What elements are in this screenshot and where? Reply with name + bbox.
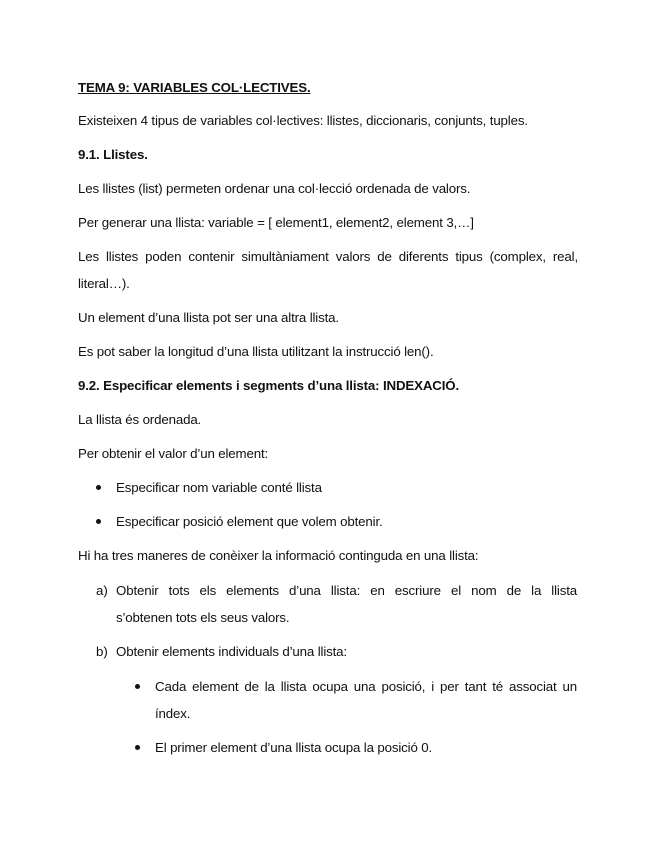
bullet-item: Especificar nom variable conté llista (116, 480, 322, 495)
paragraph-mixed-types-line1: Les llistes poden contenir simultàniament valors de diferents tipus (complex, real, (78, 249, 578, 264)
sub-bullet-item: El primer element d’una llista ocupa la posició 0. (155, 740, 433, 755)
bullet-icon (96, 485, 101, 490)
list-item-a-line2: s’obtenen tots els seus valors. (116, 610, 290, 625)
paragraph-three-ways: Hi ha tres maneres de conèixer la informació continguda en una llista: (78, 548, 479, 563)
list-item-a-line1: Obtenir tots els elements d’una llista: en escriure el nom de la llista (116, 583, 577, 598)
intro-paragraph: Existeixen 4 tipus de variables col·lectives: llistes, diccionaris, conjunts, tuples. (78, 113, 528, 128)
section-heading-indexing: 9.2. Especificar elements i segments d’una llista: INDEXACIÓ. (78, 378, 460, 393)
paragraph-nested-list: Un element d’una llista pot ser una altra llista. (78, 310, 339, 325)
section-heading-lists: 9.1. Llistes. (78, 147, 148, 162)
paragraph-get-value: Per obtenir el valor d’un element: (78, 446, 269, 461)
bullet-icon (96, 519, 101, 524)
sub-bullet-item-line2: índex. (155, 706, 191, 721)
list-marker-b: b) (96, 644, 108, 659)
paragraph-ordered: La llista és ordenada. (78, 412, 202, 427)
sub-bullet-icon (135, 684, 140, 689)
paragraph-len: Es pot saber la longitud d’una llista utilitzant la instrucció len(). (78, 344, 434, 359)
sub-bullet-icon (135, 745, 140, 750)
sub-bullet-item-line1: Cada element de la llista ocupa una posició, i per tant té associat un (155, 679, 577, 694)
bullet-item: Especificar posició element que volem obtenir. (116, 514, 383, 529)
list-marker-a: a) (96, 583, 108, 598)
paragraph-list-syntax: Per generar una llista: variable = [ element1, element2, element 3,…] (78, 215, 474, 230)
list-item-b-line1: Obtenir elements individuals d’una llista: (116, 644, 347, 659)
paragraph-list-definition: Les llistes (list) permeten ordenar una col·lecció ordenada de valors. (78, 181, 471, 196)
page-title: TEMA 9: VARIABLES COL·LECTIVES. (78, 80, 311, 95)
paragraph-mixed-types-line2: literal…). (78, 276, 130, 291)
